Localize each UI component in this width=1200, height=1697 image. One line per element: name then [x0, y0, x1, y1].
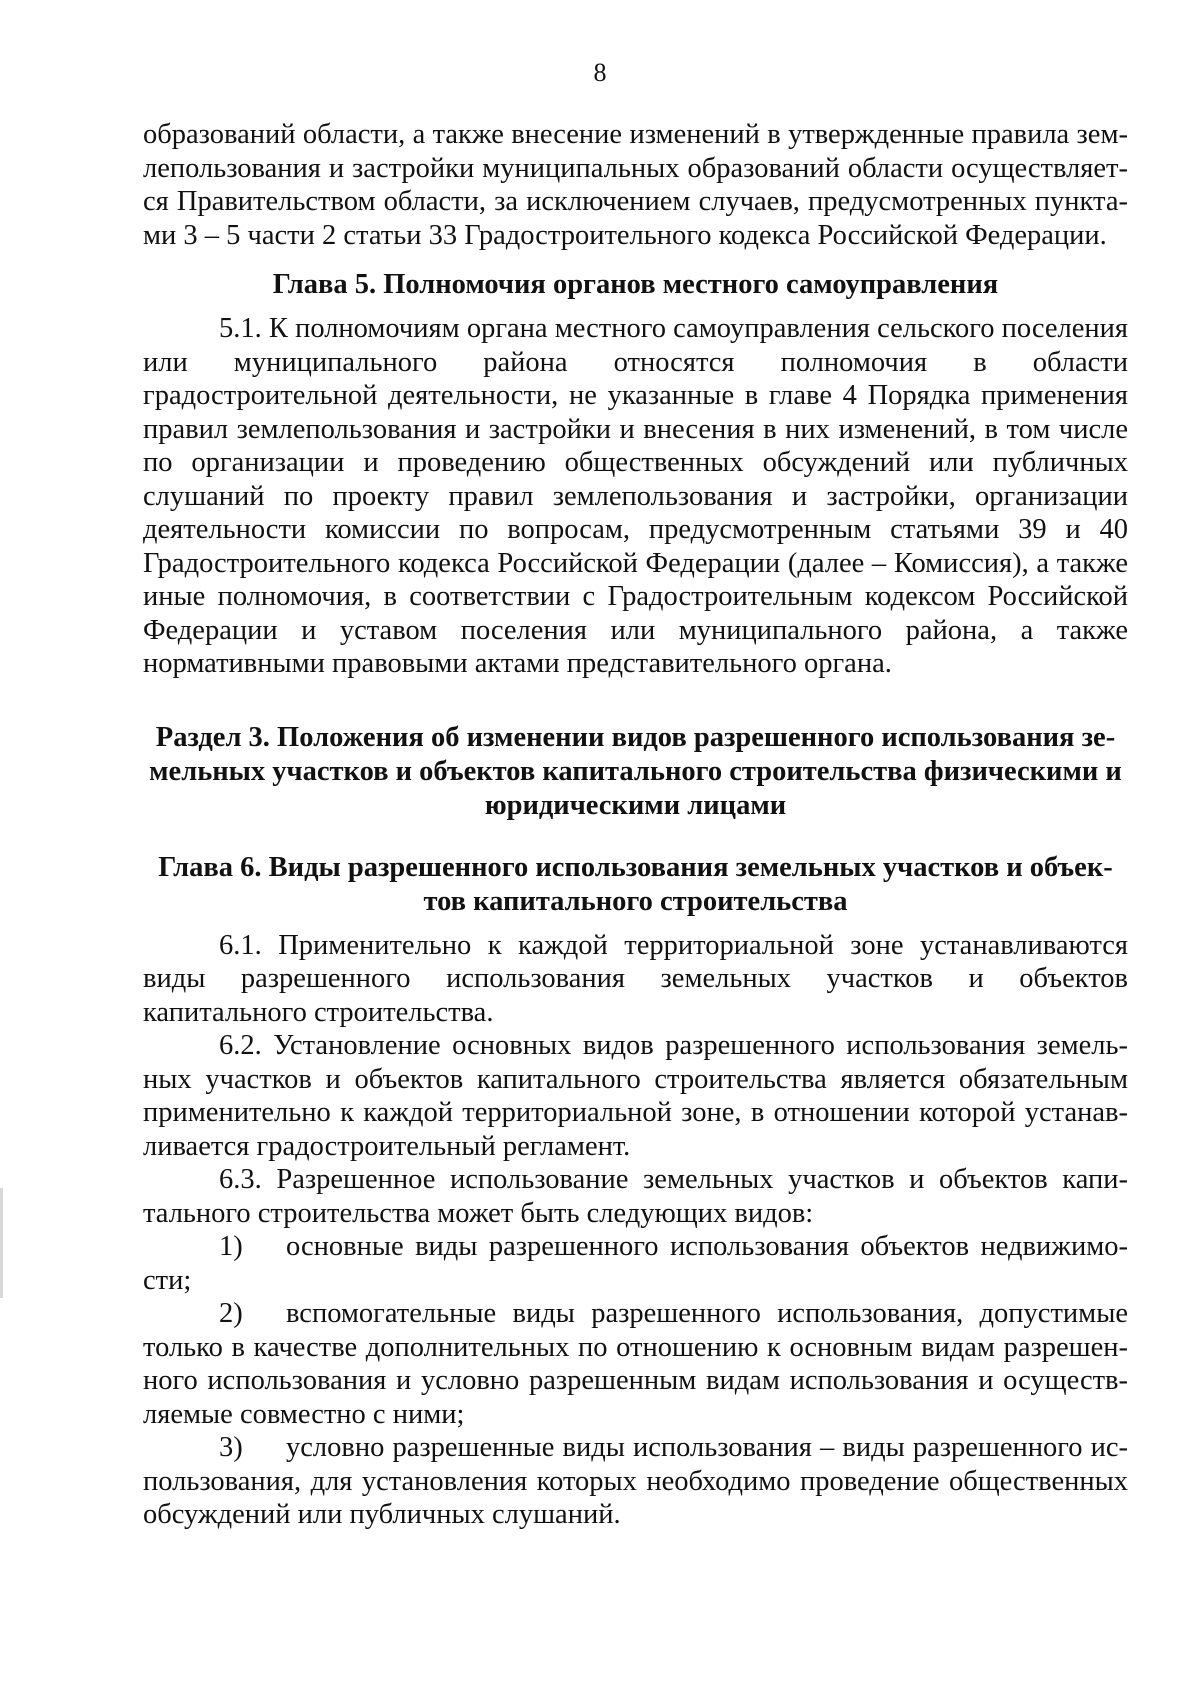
list-item-text: вспомогательные виды разрешенного использования, допустимые только в качестве дополнительных по отношению к основным видам разрешенного использования и условно разрешенным видам использования и осуществляемые совместно с ними; [143, 1298, 1128, 1430]
list-item-number: 3) [219, 1432, 243, 1463]
paragraph-continuation: образований области, а также внесение изменений в утвержденные правила землепользования и застройки муниципальных образований области осуществляется Правительством области, за исключением случаев, предусмотренных пунктами 3 – 5 части 2 статьи 33 Градостроительного кодекса Российской Федерации. [143, 119, 1128, 251]
list-item-text: условно разрешенные виды использования – виды разрешенного использования, для установления которых необходимо проведение общественных обсуждений или публичных слушаний. [143, 1432, 1128, 1530]
list-item-3 [143, 1431, 1128, 1532]
list-item-text: основные виды разрешенного использования объектов недвижимости; [143, 1231, 1128, 1296]
paragraph-6-2: 6.2. Установление основных видов разрешенного использования земельных участков и объектов капитального строительства является обязательным применительно к каждой территориальной зоне, в отношении которой устанавливается градостроительный регламент. [143, 1030, 1128, 1162]
paragraph-5-1: 5.1. К полномочиям органа местного самоуправления сельского поселения или муниципального района относятся полномочия в области градостроительной деятельности, не указанные в главе 4 Порядка применения правил землепользования и застройки и внесения в них изменений, в том числе по организации и проведению общественных обсуждений или публичных слушаний по проекту правил землепользования и застройки, организации деятельности комиссии по вопросам, предусмотренным статьями 39 и 40 Градостроительного кодекса Российской Федерации (далее – Комиссия), а также иные полномочия, в соответствии с Градостроительным кодексом Российской Федерации и уставом поселения или муниципального района, а также нормативными правовыми актами представительного органа. [143, 313, 1128, 679]
list-item-number: 2) [219, 1298, 243, 1329]
paragraph-6-3: 6.3. Разрешенное использование земельных участков и объектов капитального строительства может быть следующих видов: [143, 1164, 1128, 1229]
section-3-heading: Раздел 3. Положения об изменении видов разрешенного использования земельных участков и объектов капитального строительства физическими и юридическими лицами [149, 721, 1122, 821]
list-item-2 [143, 1297, 1128, 1431]
chapter-5-heading: Глава 5. Полномочия органов местного самоуправления [272, 269, 999, 300]
paragraph-6-1: 6.1. Применительно к каждой территориальной зоне устанавливаются виды разрешенного использования земельных участков и объектов капитального строительства. [143, 929, 1128, 1028]
list-item-1 [143, 1230, 1128, 1297]
chapter-6-heading: Глава 6. Виды разрешенного использования земельных участков и объектов капитального строительства [158, 851, 1113, 917]
page-number: 8 [593, 58, 607, 87]
document-body [143, 118, 1128, 1532]
scan-edge-mark [0, 1188, 3, 1298]
list-item-number: 1) [219, 1231, 243, 1262]
